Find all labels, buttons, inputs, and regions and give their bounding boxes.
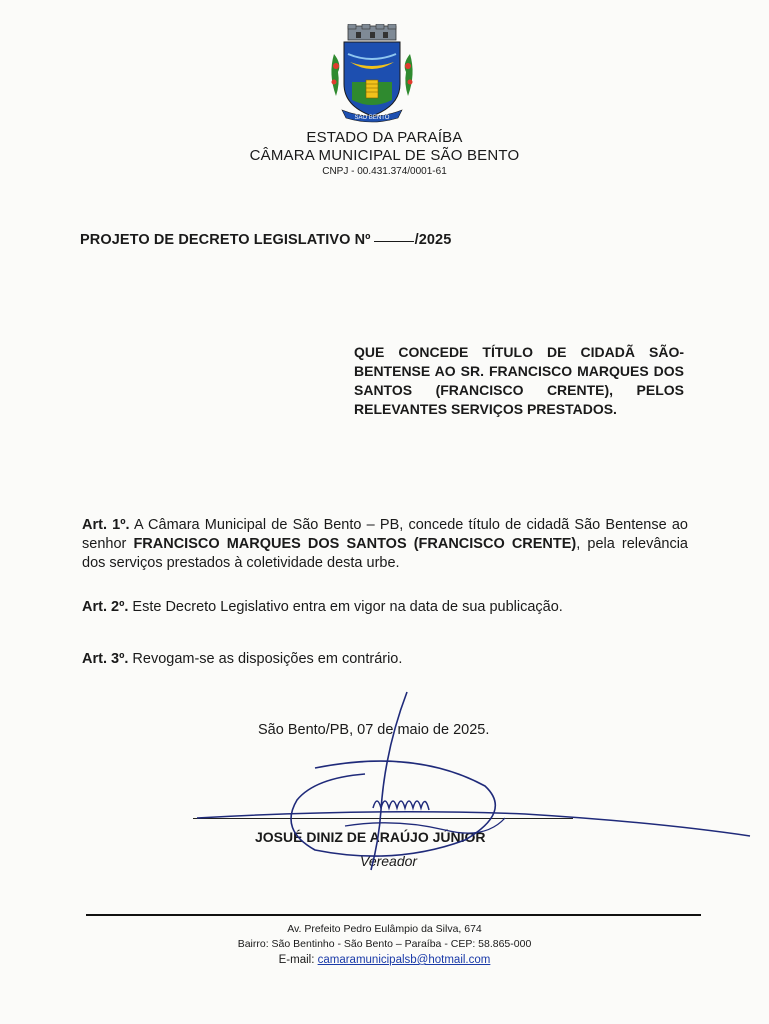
article-2-text: Este Decreto Legislativo entra em vigor na data de sua publicação. (128, 599, 563, 615)
article-2-label: Art. 2º. (82, 599, 129, 615)
footer-email-label: E-mail: (278, 954, 315, 966)
signer-role: Vereador (360, 853, 418, 869)
signer-name: JOSUÉ DINIZ DE ARAÚJO JÚNIOR (255, 829, 486, 845)
article-3-label: Art. 3º. (82, 651, 129, 667)
project-title-prefix: PROJETO DE DECRETO LEGISLATIVO Nº (80, 232, 371, 248)
chamber-heading: CÂMARA MUNICIPAL DE SÃO BENTO (249, 147, 520, 164)
handwritten-signature-icon (195, 690, 755, 890)
footer-address: Av. Prefeito Pedro Eulâmpio da Silva, 674 (287, 923, 482, 935)
municipal-crest-icon (326, 24, 418, 124)
place-date: São Bento/PB, 07 de maio de 2025. (258, 722, 490, 738)
number-blank (374, 241, 414, 242)
article-1 (82, 516, 688, 573)
footer-email-link[interactable]: camaramunicipalsb@hotmail.com (317, 954, 491, 966)
article-1-text-after: , pela relevância dos serviços prestados à coletividade desta urbe. (82, 536, 688, 571)
article-3 (82, 650, 688, 669)
article-1-text-before: A Câmara Municipal de São Bento – PB, concede título de cidadã São Bentense ao senhor (82, 517, 689, 552)
project-title (80, 232, 451, 248)
footer-district: Bairro: São Bentinho - São Bento – Paraíba - CEP: 58.865-000 (237, 938, 532, 950)
crest-ribbon-text: SÃO BENTO (354, 115, 390, 121)
signature-line (193, 818, 573, 819)
article-1-label: Art. 1º. (82, 517, 130, 533)
state-heading: ESTADO DA PARAÍBA (306, 129, 463, 146)
article-2 (82, 598, 688, 617)
footer-email-line (0, 954, 769, 966)
article-3-text: Revogam-se as disposições em contrário. (128, 651, 403, 667)
article-1-honoree-name: FRANCISCO MARQUES DOS SANTOS (FRANCISCO CRENTE) (133, 536, 577, 552)
ementa-text: QUE CONCEDE TÍTULO DE CIDADÃ SÃO-BENTENSE AO SR. FRANCISCO MARQUES DOS SANTOS (FRANCISCO CRENTE), PELOS RELEVANTES SERVIÇOS PRESTADOS. (354, 344, 684, 417)
footer-rule (86, 914, 701, 916)
project-title-suffix: /2025 (414, 232, 452, 248)
cnpj-text: CNPJ - 00.431.374/0001-61 (322, 166, 447, 177)
